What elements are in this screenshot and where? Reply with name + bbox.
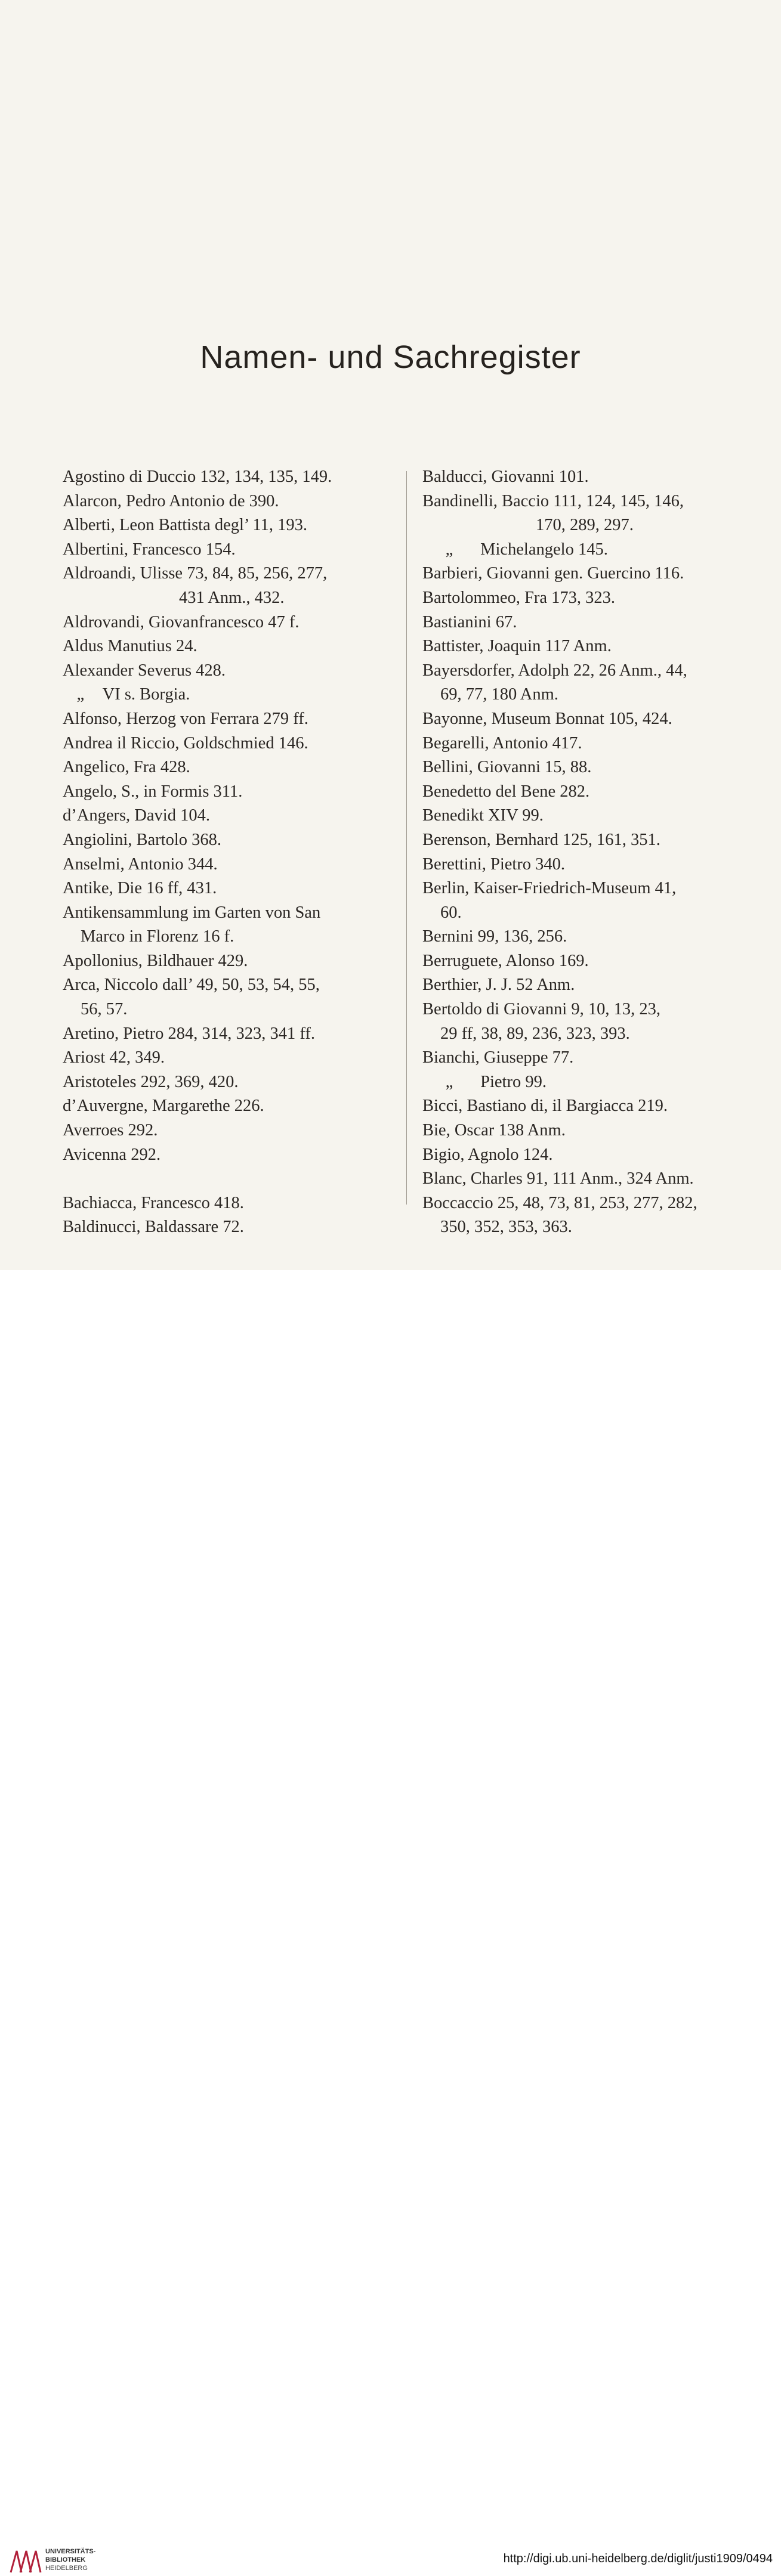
index-entry: Berettini, Pietro 340. — [422, 854, 566, 874]
index-entry: Alfonso, Herzog von Ferrara 279 ff. — [63, 709, 308, 728]
index-entry: Arca, Niccolo dall’ 49, 50, 53, 54, 55, — [63, 976, 320, 995]
index-entry: Aldus Manutius 24. — [63, 637, 197, 656]
index-entry: Ariost 42, 349. — [63, 1048, 165, 1067]
index-entry: Berlin, Kaiser-Friedrich-Museum 41, — [422, 879, 677, 898]
index-entry: Avicenna 292. — [63, 1145, 161, 1164]
column-divider — [406, 471, 407, 1205]
index-entry: Agostino di Duccio 132, 134, 135, 149. — [63, 467, 332, 486]
index-entry: Benedikt XIV 99. — [422, 806, 544, 825]
index-entry: Bernini 99, 136, 256. — [422, 927, 567, 946]
index-entry-continuation — [63, 998, 406, 1022]
continuation-text: 56, 57. — [81, 1000, 128, 1019]
index-entry: Antikensammlung im Garten von San — [63, 903, 321, 922]
index-entry: Averroes 292. — [63, 1121, 158, 1140]
index-entry: Bianchi, Giuseppe 77. — [422, 1048, 574, 1067]
page-title: Namen- und Sachregister — [200, 339, 581, 375]
continuation-text: 431 Anm., 432. — [179, 588, 285, 607]
continuation-text: 170, 289, 297. — [536, 516, 634, 535]
continuation-text: 69, 77, 180 Anm. — [440, 685, 558, 704]
index-entry-sub — [422, 538, 760, 562]
index-entry-continuation — [422, 683, 760, 707]
index-entry: Balducci, Giovanni 101. — [422, 467, 589, 486]
index-entry: Alexander Severus 428. — [63, 661, 226, 680]
index-column-right — [422, 465, 760, 1240]
index-entry: Bayonne, Museum Bonnat 105, 424. — [422, 709, 672, 728]
index-entry-sub — [422, 1070, 760, 1095]
index-entry: Angelo, S., in Formis 311. — [63, 782, 243, 801]
ditto-mark: „ — [445, 1072, 453, 1091]
index-entry: d’Angers, David 104. — [63, 806, 210, 825]
ditto-mark: „ — [445, 540, 453, 559]
continuation-text: 350, 352, 353, 363. — [440, 1218, 572, 1237]
index-entry: Aretino, Pietro 284, 314, 323, 341 ff. — [63, 1024, 315, 1043]
sub-entry-text: Pietro 99. — [480, 1072, 547, 1091]
index-entry: Angiolini, Bartolo 368. — [63, 830, 221, 849]
footer-bar — [0, 1270, 781, 2572]
index-entry: Bigio, Agnolo 124. — [422, 1145, 553, 1164]
index-entry: Bicci, Bastiano di, il Bargiacca 219. — [422, 1097, 668, 1116]
index-entry: d’Auvergne, Margarethe 226. — [63, 1097, 264, 1116]
book-page — [0, 0, 781, 1270]
library-name-line: BIBLIOTHEK — [45, 2556, 86, 2563]
index-entry: Anselmi, Antonio 344. — [63, 854, 218, 874]
source-url-link[interactable]: http://digi.ub.uni-heidelberg.de/diglit/justi1909/0494 — [503, 2552, 773, 2565]
continuation-text: Marco in Florenz 16 f. — [81, 927, 234, 946]
sub-entry-text: Michelangelo 145. — [480, 540, 608, 559]
index-entry: Andrea il Riccio, Goldschmied 146. — [63, 733, 308, 753]
index-entry: Bastianini 67. — [422, 612, 517, 631]
index-entry-continuation — [422, 1215, 760, 1240]
library-logo-icon — [7, 2546, 43, 2576]
index-entry: Aldroandi, Ulisse 73, 84, 85, 256, 277, — [63, 564, 328, 583]
index-entry: Bertoldo di Giovanni 9, 10, 13, 23, — [422, 1000, 660, 1019]
index-entry: Bachiacca, Francesco 418. — [63, 1193, 244, 1212]
index-entry: Angelico, Fra 428. — [63, 758, 190, 777]
index-entry: Aristoteles 292, 369, 420. — [63, 1072, 239, 1091]
index-entry: Blanc, Charles 91, 111 Anm., 324 Anm. — [422, 1169, 694, 1188]
index-entry: Aldrovandi, Giovanfrancesco 47 f. — [63, 612, 300, 631]
index-entry: Battister, Joaquin 117 Anm. — [422, 637, 612, 656]
continuation-text: 29 ff, 38, 89, 236, 323, 393. — [440, 1024, 630, 1043]
index-entry: Bartolommeo, Fra 173, 323. — [422, 588, 615, 607]
index-entry: Barbieri, Giovanni gen. Guercino 116. — [422, 564, 684, 583]
library-name-line: UNIVERSITÄTS- — [45, 2548, 96, 2555]
index-entry: Alberti, Leon Battista degl’ 11, 193. — [63, 516, 307, 535]
sub-entry-text: VI s. Borgia. — [102, 685, 190, 704]
index-entry: Antike, Die 16 ff, 431. — [63, 879, 217, 898]
library-name — [45, 2547, 95, 2572]
index-entry: Benedetto del Bene 282. — [422, 782, 590, 801]
index-entry-continuation — [63, 925, 406, 949]
index-entry: Alarcon, Pedro Antonio de 390. — [63, 491, 279, 510]
index-entry: Albertini, Francesco 154. — [63, 540, 236, 559]
index-entry-continuation — [422, 901, 760, 925]
index-entry: Berthier, J. J. 52 Anm. — [422, 976, 575, 995]
index-entry: Baldinucci, Baldassare 72. — [63, 1218, 244, 1237]
ditto-mark: „ — [76, 685, 85, 704]
index-entry-continuation — [422, 513, 760, 538]
index-entry: Boccaccio 25, 48, 73, 81, 253, 277, 282, — [422, 1193, 697, 1212]
index-entry-continuation — [422, 1022, 760, 1046]
index-entry: Apollonius, Bildhauer 429. — [63, 951, 248, 970]
index-column-left — [63, 465, 406, 1240]
index-entry: Bie, Oscar 138 Anm. — [422, 1121, 566, 1140]
index-entry: Bayersdorfer, Adolph 22, 26 Anm., 44, — [422, 661, 687, 680]
index-entry: Begarelli, Antonio 417. — [422, 733, 582, 753]
index-entry: Berenson, Bernhard 125, 161, 351. — [422, 830, 660, 849]
index-entry-sub — [63, 683, 406, 707]
letter-section-gap — [63, 1167, 406, 1191]
index-entry: Bellini, Giovanni 15, 88. — [422, 758, 592, 777]
index-entry: Berruguete, Alonso 169. — [422, 951, 589, 970]
index-entry-continuation — [63, 586, 406, 611]
continuation-text: 60. — [440, 903, 462, 922]
index-entry: Bandinelli, Baccio 111, 124, 145, 146, — [422, 491, 684, 510]
library-name-line: HEIDELBERG — [45, 2565, 88, 2572]
